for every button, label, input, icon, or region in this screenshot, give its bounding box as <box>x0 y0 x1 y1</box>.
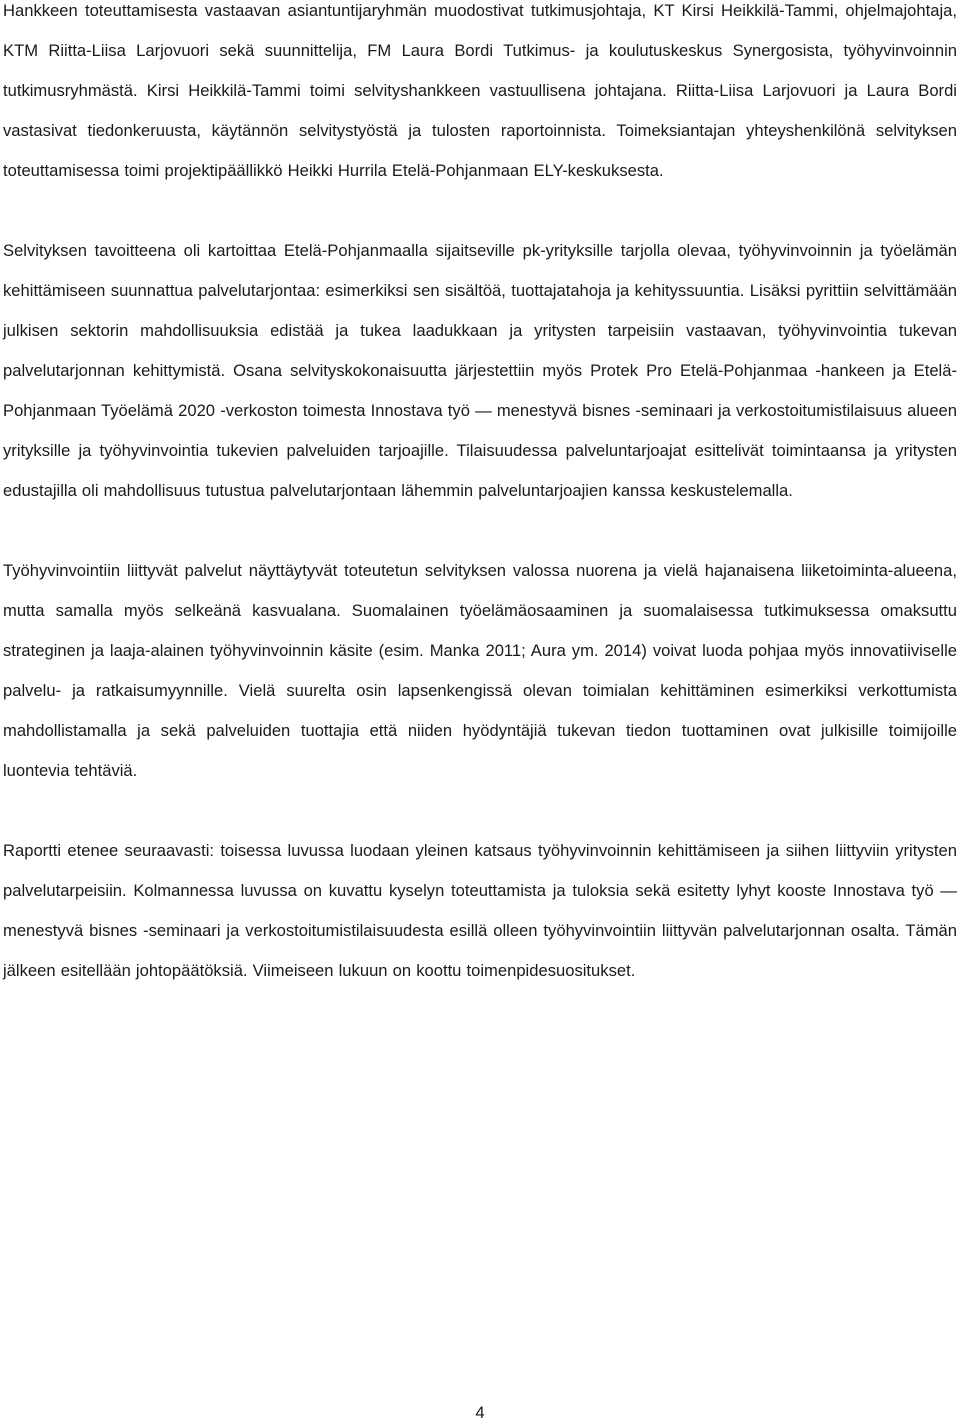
paragraph-study-goals: Selvityksen tavoitteena oli kartoittaa Etelä-Pohjanmaalla sijaitseville pk-yrityksille tarjolla olevaa, työhyvinvoinnin ja työelämän kehittämiseen suunnattua palvelutarjontaa: esimerkiksi sen sisältöä, tuottajatahoja ja kehityssuuntia. Lisäksi pyrittiin selvittämään julkisen sektorin mahdollisuuksia edistää ja tukea laadukkaan ja yritysten tarpeisiin vastaavan, työhyvinvointia tukevan palvelutarjonnan kehittymistä. Osana selvityskokonaisuutta järjestettiin myös Protek Pro Etelä-Pohjanmaa -hankeen ja Etelä-Pohjanmaan Työelämä 2020 -verkoston toimesta Innostava työ — menestyvä bisnes -seminaari ja verkostoitumistilaisuus alueen yrityksille ja työhyvinvointia tukevien palveluiden tarjoajille. Tilaisuudessa palveluntarjoajat esittelivät toimintaansa ja yritysten edustajilla oli mahdollisuus tutustua palvelutarjontaan lähemmin palveluntarjoajien kanssa keskustelemalla. <box>3 241 957 500</box>
paragraph-spacer <box>3 511 957 551</box>
paragraph-spacer <box>3 791 957 831</box>
body-text <box>3 0 957 991</box>
paragraph-project-team: Hankkeen toteuttamisesta vastaavan asiantuntijaryhmän muodostivat tutkimusjohtaja, KT Kirsi Heikkilä-Tammi, ohjelmajohtaja, KTM Riitta-Liisa Larjovuori sekä suunnittelija, FM Laura Bordi Tutkimus- ja koulutuskeskus Synergosista, työhyvinvoinnin tutkimusryhmästä. Kirsi Heikkilä-Tammi toimi selvityshankkeen vastuullisena johtajana. Riitta-Liisa Larjovuori ja Laura Bordi vastasivat tiedonkeruusta, käytännön selvitystyöstä ja tulosten raportoinnista. Toimeksiantajan yhteyshenkilönä selvityksen toteuttamisessa toimi projektipäällikkö Heikki Hurrila Etelä-Pohjanmaan ELY-keskuksesta. <box>3 1 957 180</box>
paragraph-report-structure: Raportti etenee seuraavasti: toisessa luvussa luodaan yleinen katsaus työhyvinvoinnin kehittämiseen ja siihen liittyviin yritysten palvelutarpeisiin. Kolmannessa luvussa on kuvattu kyselyn toteuttamista ja tuloksia sekä esitetty lyhyt kooste Innostava työ — menestyvä bisnes -seminaari ja verkostoitumistilaisuudesta esillä olleen työhyvinvointiin liittyvän palvelutarjonnan osalta. Tämän jälkeen esitellään johtopäätöksiä. Viimeiseen lukuun on koottu toimenpidesuositukset. <box>3 841 957 980</box>
page-number: 4 <box>475 1403 485 1422</box>
paragraph-wellbeing-services: Työhyvinvointiin liittyvät palvelut näyttäytyvät toteutetun selvityksen valossa nuorena ja vielä hajanaisena liiketoiminta-alueena, mutta samalla myös selkeänä kasvualana. Suomalainen työelämäosaaminen ja suomalaisessa tutkimuksessa omaksuttu strateginen ja laaja-alainen työhyvinvoinnin käsite (esim. Manka 2011; Aura ym. 2014) voivat luoda pohjaa myös innovatiiviselle palvelu- ja ratkaisumyynnille. Vielä suurelta osin lapsenkengissä olevan toimialan kehittäminen esimerkiksi verkottumista mahdollistamalla ja sekä palveluiden tuottajia että niiden hyödyntäjiä tukevan tiedon tuottaminen ovat julkisille toimijoille luontevia tehtäviä. <box>3 561 957 780</box>
paragraph-spacer <box>3 191 957 231</box>
